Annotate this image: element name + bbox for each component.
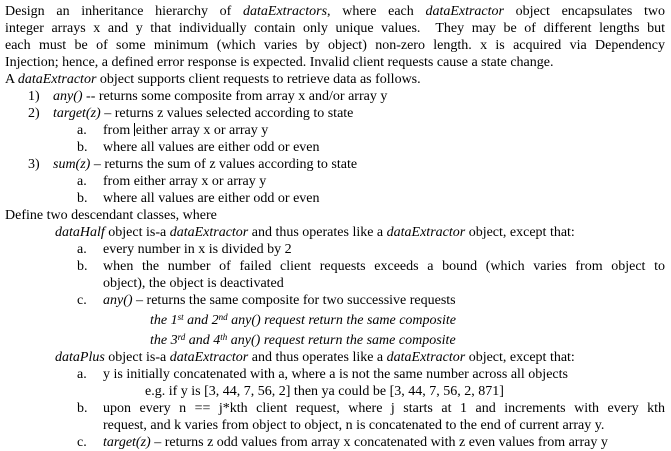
text-run: – returns the sum of z values according to state xyxy=(90,157,358,172)
document-line xyxy=(5,258,665,275)
document-line xyxy=(5,292,665,309)
text-run: , where each xyxy=(327,4,426,19)
document-line xyxy=(5,241,665,258)
text-run: any() xyxy=(103,293,133,308)
list-marker: b. xyxy=(77,259,88,274)
text-run: object, except that: xyxy=(465,225,575,240)
list-marker: a. xyxy=(77,367,87,382)
list-marker: b. xyxy=(77,401,88,416)
list-marker: c. xyxy=(77,293,87,308)
document-line xyxy=(5,309,665,329)
text-run: the 3 xyxy=(150,333,178,348)
text-run: and 2 xyxy=(183,313,219,328)
document-line xyxy=(5,122,665,139)
document-line xyxy=(5,105,665,122)
list-marker: a. xyxy=(77,123,87,138)
text-run: any() xyxy=(53,89,83,104)
text-run: request, and k varies from object to object, n is concatenated to the end of current array y. xyxy=(103,418,605,433)
text-run: object encapsulates two xyxy=(503,4,665,19)
document-line xyxy=(5,366,665,383)
list-marker: c. xyxy=(77,435,87,450)
document-line xyxy=(5,139,665,156)
list-marker: 1) xyxy=(28,89,40,104)
text-cursor-icon xyxy=(134,123,135,136)
text-run: target(z) xyxy=(53,106,101,121)
document-line xyxy=(5,224,665,241)
document-line xyxy=(5,207,665,224)
list-marker: b. xyxy=(77,191,88,206)
text-run: Design an inheritance hierarchy of xyxy=(5,4,244,19)
text-run: dataExtractor xyxy=(425,4,504,19)
text-run: – returns the same composite for two successive requests xyxy=(132,293,456,308)
text-run: when the number of failed client requests exceeds a bound (which varies from object to xyxy=(103,259,665,274)
text-run: st xyxy=(177,312,184,322)
text-run: object is-a xyxy=(104,350,170,365)
document-line xyxy=(5,417,665,434)
text-run: object, except that: xyxy=(465,350,575,365)
text-run: th xyxy=(220,332,228,342)
list-marker: 3) xyxy=(28,157,40,172)
text-run: A xyxy=(5,72,18,87)
list-marker: a. xyxy=(77,174,87,189)
text-run: dataPlus xyxy=(55,350,105,365)
text-run: dataExtractors xyxy=(243,4,328,19)
document-line xyxy=(5,434,665,451)
text-run: the 1 xyxy=(150,313,178,328)
text-run: integer arrays x and y that individually contain only unique values. They may be of different lengths but xyxy=(5,21,665,36)
text-run: nd xyxy=(218,312,228,322)
text-run: and thus operates like a xyxy=(248,225,387,240)
text-run: each must be of some minimum (which varies by object) non-zero length. x is acquired via Dependency xyxy=(5,38,665,53)
document-line xyxy=(5,54,665,71)
document-line xyxy=(5,20,665,37)
text-run: dataExtractor xyxy=(169,225,249,240)
text-run: and 4 xyxy=(185,333,221,348)
text-run: any() request return the same composite xyxy=(227,333,456,348)
text-run: and thus operates like a xyxy=(248,350,387,365)
text-run: every number in x is divided by 2 xyxy=(103,242,292,257)
document-line xyxy=(5,349,665,366)
document-line xyxy=(5,156,665,173)
text-run: – returns z values selected according to state xyxy=(100,106,354,121)
document-line xyxy=(5,173,665,190)
list-marker: 2) xyxy=(28,106,40,121)
text-run: y is initially concatenated with a, where a is not the same number across all objects xyxy=(103,367,568,382)
text-run: from either array x or array y xyxy=(103,174,267,189)
text-run: dataExtractor xyxy=(17,72,97,87)
text-run: Injection; hence, a defined error response is expected. Invalid client requests cause a state change. xyxy=(5,55,554,70)
document-line xyxy=(5,400,665,417)
text-run: dataHalf xyxy=(55,225,105,240)
document-line xyxy=(5,329,665,349)
text-run: upon every n == j*kth client request, where j starts at 1 and increments with every kth xyxy=(103,401,665,416)
text-run: rd xyxy=(177,332,186,342)
document-line xyxy=(5,88,665,105)
text-run: where all values are either odd or even xyxy=(103,191,320,206)
list-marker: b. xyxy=(77,140,88,155)
text-run: object is-a xyxy=(104,225,170,240)
list-marker: a. xyxy=(77,242,87,257)
document-line xyxy=(5,71,665,88)
document-line xyxy=(5,383,665,400)
text-run: -- returns some composite from array x and/or array y xyxy=(82,89,388,104)
document-line xyxy=(5,190,665,207)
text-run: Define two descendant classes, where xyxy=(5,208,217,223)
text-run: dataExtractor xyxy=(169,350,249,365)
text-run: from xyxy=(103,123,134,138)
text-run: – returns z odd values from array x concatenated with z even values from array y xyxy=(150,435,608,450)
document-line xyxy=(5,275,665,292)
text-run: target(z) xyxy=(103,435,151,450)
text-run: sum(z) xyxy=(53,157,91,172)
text-run: where all values are either odd or even xyxy=(103,140,320,155)
document-line xyxy=(5,37,665,54)
text-run: any() request return the same composite xyxy=(227,313,456,328)
text-run: e.g. if y is [3, 44, 7, 56, 2] then ya could be [3, 44, 7, 56, 2, 871] xyxy=(145,384,504,399)
text-run: object supports client requests to retrieve data as follows. xyxy=(96,72,421,87)
text-run: dataExtractor xyxy=(386,225,466,240)
document-line xyxy=(5,3,665,20)
text-run: either array x or array y xyxy=(135,123,269,138)
text-run: object), the object is deactivated xyxy=(103,276,284,291)
text-run: dataExtractor xyxy=(386,350,466,365)
